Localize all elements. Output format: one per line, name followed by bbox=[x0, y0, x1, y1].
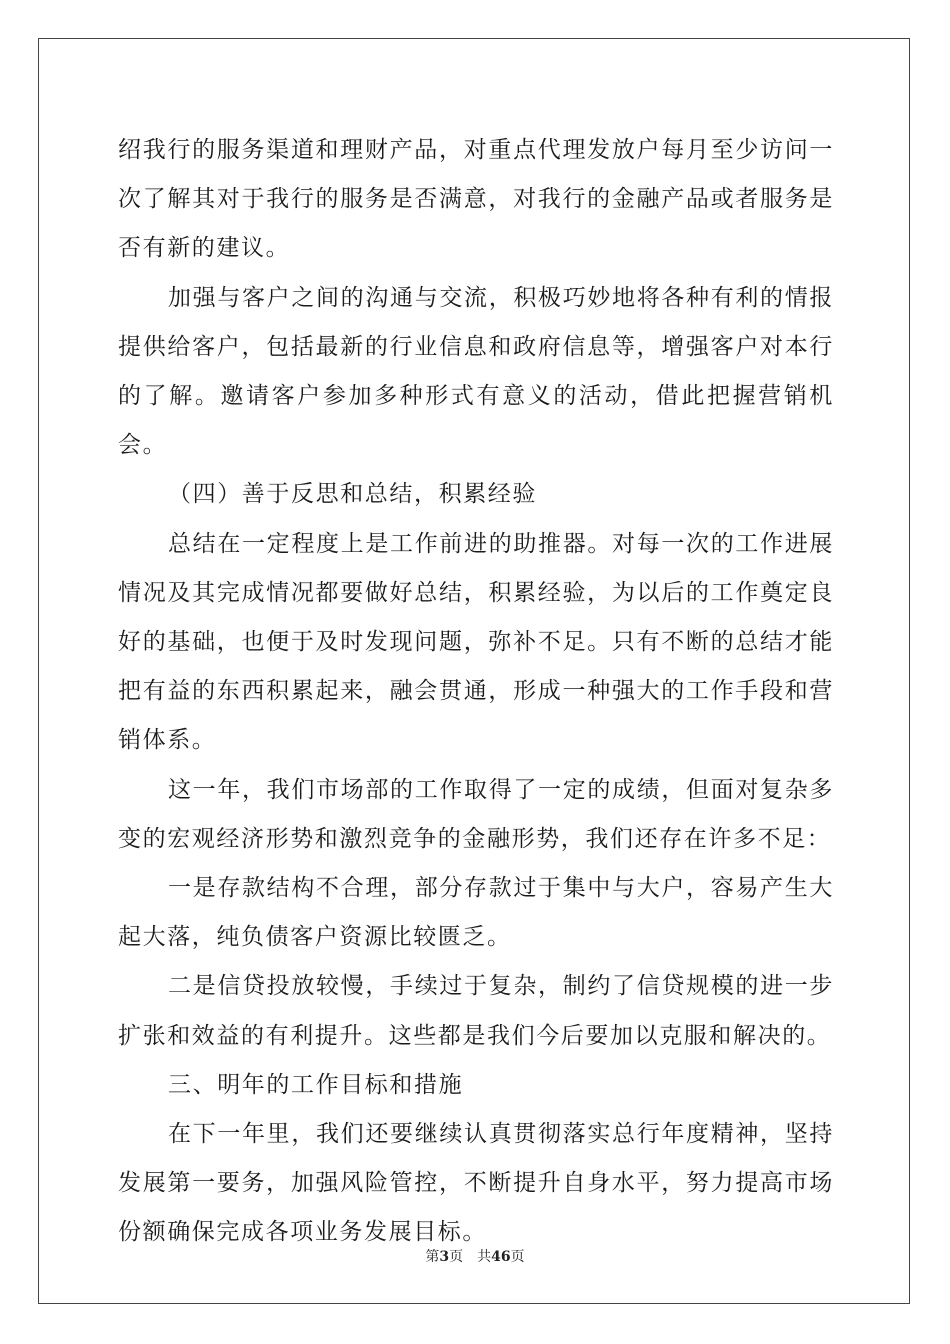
page-footer bbox=[0, 1246, 950, 1266]
footer-suffix: 页 bbox=[510, 1249, 525, 1265]
paragraph-5: 一是存款结构不合理，部分存款过于集中与大户，容易产生大起大落，纯负债客户资源比较匮乏。 bbox=[118, 875, 834, 951]
paragraph-7: 在下一年里，我们还要继续认真贯彻落实总行年度精神，坚持发展第一要务，加强风险管控，不断提升自身水平，努力提高市场份额确保完成各项业务发展目标。 bbox=[118, 1121, 834, 1246]
total-page-number: 46 bbox=[491, 1249, 511, 1265]
paragraph-6: 二是信贷投放较慢，手续过于复杂，制约了信贷规模的进一步扩张和效益的有利提升。这些都是我们今后要加以克服和解决的。 bbox=[118, 973, 834, 1049]
section-heading-4: （四）善于反思和总结，积累经验 bbox=[168, 481, 537, 508]
document-body bbox=[118, 126, 834, 1258]
paragraph-1: 绍我行的服务渠道和理财产品，对重点代理发放户每月至少访问一次了解其对于我行的服务是否满意，对我行的金融产品或者服务是否有新的建议。 bbox=[118, 137, 834, 262]
footer-prefix: 第 bbox=[425, 1249, 440, 1265]
paragraph-2: 加强与客户之间的沟通与交流，积极巧妙地将各种有利的情报提供给客户，包括最新的行业信息和政府信息等，增强客户对本行的了解。邀请客户参加多种形式有意义的活动，借此把握营销机会。 bbox=[118, 284, 834, 459]
current-page-number: 3 bbox=[439, 1249, 450, 1265]
section-heading-3: 三、明年的工作目标和措施 bbox=[168, 1071, 464, 1098]
paragraph-4: 这一年，我们市场部的工作取得了一定的成绩，但面对复杂多变的宏观经济形势和激烈竞争的金融形势，我们还存在许多不足： bbox=[118, 776, 834, 852]
footer-mid: 页 共 bbox=[449, 1249, 492, 1265]
paragraph-3: 总结在一定程度上是工作前进的助推器。对每一次的工作进展情况及其完成情况都要做好总结，积累经验，为以后的工作奠定良好的基础，也便于及时发现问题，弥补不足。只有不断的总结才能把有益的东西积累起来，融会贯通，形成一种强大的工作手段和营销体系。 bbox=[118, 530, 834, 754]
